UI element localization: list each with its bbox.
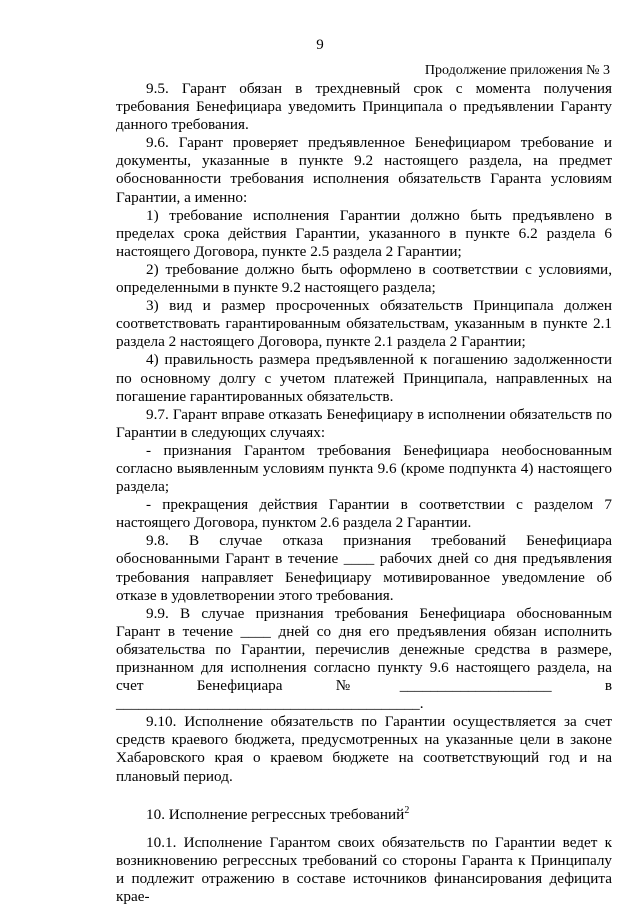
page-number: 9 bbox=[316, 37, 324, 53]
paragraph-9-6: 9.6. Гарант проверяет предъявленное Бенефициаром требование и документы, указанные в пункте 9.2 настоящего раздела, на предмет обоснованности требования исполнения обязательств Гаранта условиям Гарантии, а именно: bbox=[116, 134, 612, 206]
paragraph-9-9: 9.9. В случае признания требования Бенефициара обоснованным Гарант в течение ____ дней со дня его предъявления обязан исполнить обязательства по Гарантии, перечислив денежные средства в размере, признанном для исполнения согласно пункту 9.6 настоящего раздела, на счет Бенефициара №____________________ в ________________________________________. bbox=[116, 604, 612, 713]
dash-item-1: - признания Гарантом требования Бенефициара необоснованным согласно выявленным условиям пункта 9.6 (кроме подпункта 4) настоящего раздела; bbox=[116, 441, 612, 496]
dash-item-2: - прекращения действия Гарантии в соответствии с разделом 7 настоящего Договора, пунктом 2.6 раздела 2 Гарантии. bbox=[116, 496, 612, 532]
list-item-3: 3) вид и размер просроченных обязательств Принципала должен соответствовать гарантированным обязательствам, указанным в пункте 2.1 раздела 2 настоящего Договора, пункте 2.1 раздела 2 Гарантии; bbox=[116, 297, 612, 351]
footnote-marker: 2 bbox=[404, 804, 410, 816]
section-heading-text: 10. Исполнение регрессных требований bbox=[146, 805, 405, 823]
paragraph-9-7: 9.7. Гарант вправе отказать Бенефициару в исполнении обязательств по Гарантии в следующих случаях: bbox=[116, 405, 612, 441]
paragraph-9-5: 9.5. Гарант обязан в трехдневный срок с момента получения требования Бенефициара уведомить Принципала о предъявлении Гаранту данного требования. bbox=[116, 80, 612, 134]
list-item-4: 4) правильность размера предъявленной к погашению задолженности по основному долгу с учетом платежей Принципала, направленных на погашение гарантированных обязательств. bbox=[116, 351, 612, 405]
document-body bbox=[116, 80, 612, 906]
paragraph-9-10: 9.10. Исполнение обязательств по Гарантии осуществляется за счет средств краевого бюджета, предусмотренных на указанные цели в законе Хабаровского края о краевом бюджете на соответствующий год и на плановый период. bbox=[116, 713, 612, 785]
paragraph-9-8: 9.8. В случае отказа признания требований Бенефициара обоснованными Гарант в течение ____ рабочих дней со дня предъявления требования направляет Бенефициару мотивированное уведомление об отказе в удовлетворении этого требования. bbox=[116, 532, 612, 604]
list-item-1: 1) требование исполнения Гарантии должно быть предъявлено в пределах срока действия Гарантии, указанного в пункте 6.2 раздела 6 настоящего Договора, пункте 2.5 раздела 2 Гарантии; bbox=[116, 206, 612, 260]
section-heading bbox=[116, 806, 612, 824]
list-item-2: 2) требование должно быть оформлено в соответствии с условиями, определенными в пункте 9.2 настоящего раздела; bbox=[116, 260, 612, 297]
appendix-note: Продолжение приложения № 3 bbox=[424, 63, 610, 78]
paragraph-10-1: 10.1. Исполнение Гарантом своих обязательств по Гарантии ведет к возникновению регрессных требований со стороны Гаранта к Принципалу и подлежит отражению в составе источников финансирования дефицита крае- bbox=[116, 833, 612, 906]
